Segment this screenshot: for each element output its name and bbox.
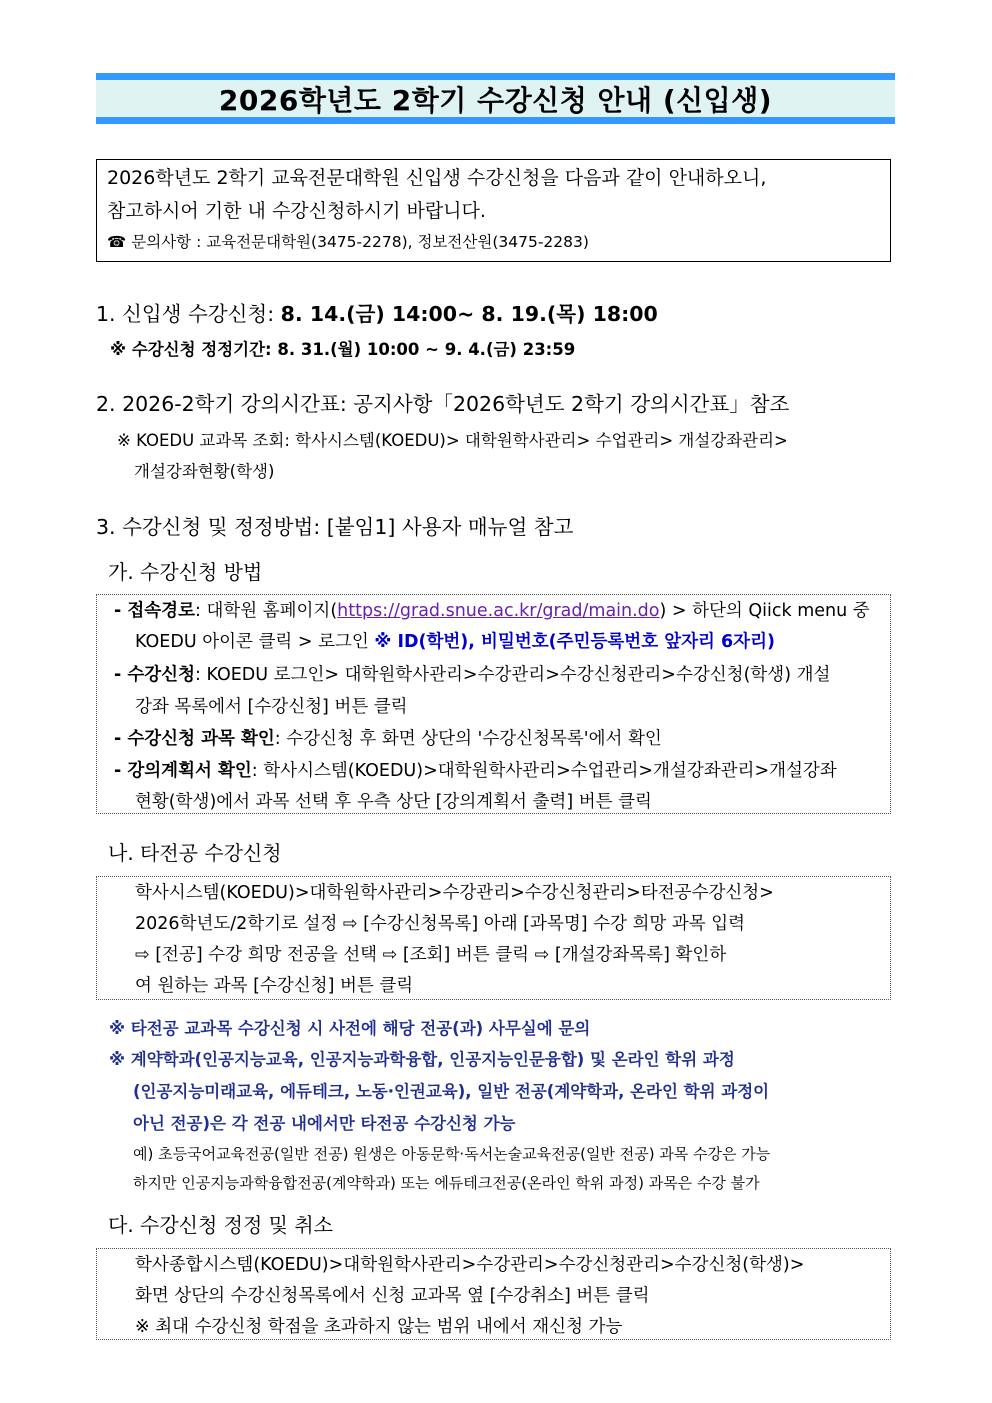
sub-b-heading: 나. 타전공 수강신청 (108, 841, 282, 865)
section2-note-line-1: ※ KOEDU 교과목 조회: 학사시스템(KOEDU)> 대학원학사관리> 수업관리> 개설강좌관리> (117, 431, 788, 450)
registration-item: - 수강신청: KOEDU 로그인> 대학원학사관리>수강관리>수강신청관리>수강신청(학생) 개설 (114, 665, 831, 685)
sub-c-heading: 다. 수강신청 정정 및 취소 (108, 1213, 333, 1237)
sub-b-note-4: 아닌 전공)은 각 전공 내에서만 타전공 수강신청 가능 (133, 1114, 516, 1133)
section2-note-line-2: 개설강좌현황(학생) (134, 462, 275, 481)
sub-b-note-3: (인공지능미래교육, 에듀테크, 노동·인권교육), 일반 전공(계약학과, 온라인 학위 과정이 (133, 1082, 770, 1101)
notice-line-2: 참고하시어 기한 내 수강신청하시기 바랍니다. (107, 200, 486, 222)
syllabus-item: - 강의계획서 확인: 학사시스템(KOEDU)>대학원학사관리>수업관리>개설강좌관리>개설강좌 (114, 761, 837, 781)
section2-heading: 2. 2026-2학기 강의시간표: 공지사항「2026학년도 2학기 강의시간표」참조 (96, 392, 790, 416)
registration-period: 8. 14.(금) 14:00~ 8. 19.(목) 18:00 (280, 302, 658, 326)
sub-b-note-1: ※ 타전공 교과목 수강신청 시 사전에 해당 전공(과) 사무실에 문의 (109, 1019, 591, 1038)
notice-box (96, 159, 891, 262)
access-path-item: - 접속경로: 대학원 홈페이지(https://grad.snue.ac.kr/grad/main.do) > 하단의 Qiick menu 중 (114, 601, 870, 621)
grad-homepage-link[interactable]: https://grad.snue.ac.kr/grad/main.do (337, 601, 660, 621)
login-id-note: ※ ID(학번), 비밀번호(주민등록번호 앞자리 6자리) (374, 632, 775, 652)
sub-b-box (96, 876, 891, 1000)
sub-a-heading: 가. 수강신청 방법 (108, 560, 263, 584)
sub-a-box (96, 594, 891, 814)
course-check-item: - 수강신청 과목 확인: 수강신청 후 화면 상단의 '수강신청목록'에서 확인 (114, 729, 662, 749)
access-path-cont: KOEDU 아이콘 클릭 > 로그인 ※ ID(학번), 비밀번호(주민등록번호 앞자리 6자리) (135, 632, 775, 652)
sub-b-line-3: ⇨ [전공] 수강 희망 전공을 선택 ⇨ [조회] 버튼 클릭 ⇨ [개설강좌목록] 확인하 (135, 945, 727, 965)
sub-c-line-1: 학사종합시스템(KOEDU)>대학원학사관리>수강관리>수강신청관리>수강신청(학생)> (135, 1255, 805, 1275)
sub-b-line-1: 학사시스템(KOEDU)>대학원학사관리>수강관리>수강신청관리>타전공수강신청> (135, 883, 774, 903)
sub-b-note-2: ※ 계약학과(인공지능교육, 인공지능과학융합, 인공지능인문융합) 및 온라인 학위 과정 (109, 1050, 735, 1069)
notice-line-1: 2026학년도 2학기 교육전문대학원 신입생 수강신청을 다음과 같이 안내하오니, (107, 167, 767, 189)
sub-b-line-2: 2026학년도/2학기로 설정 ⇨ [수강신청목록] 아래 [과목명] 수강 희망 과목 입력 (135, 914, 746, 934)
page-title: 2026학년도 2학기 수강신청 안내 (신입생) (218, 83, 773, 117)
sub-c-line-3: ※ 최대 수강신청 학점을 초과하지 않는 범위 내에서 재신청 가능 (135, 1317, 623, 1337)
notice-contact (107, 228, 880, 256)
sub-c-box (96, 1248, 891, 1340)
sub-b-line-4: 여 원하는 과목 [수강신청] 버튼 클릭 (135, 976, 414, 996)
contact-text: 문의사항 : 교육전문대학원(3475-2278), 정보전산원(3475-2283) (131, 233, 589, 251)
section3-heading: 3. 수강신청 및 정정방법: [붙임1] 사용자 매뉴얼 참고 (96, 515, 574, 539)
section1-correction-note: ※ 수강신청 정정기간: 8. 31.(월) 10:00 ~ 9. 4.(금) 23:59 (110, 340, 576, 359)
registration-cont: 강좌 목록에서 [수강신청] 버튼 클릭 (135, 697, 408, 717)
sub-c-line-2: 화면 상단의 수강신청목록에서 신청 교과목 옆 [수강취소] 버튼 클릭 (135, 1286, 650, 1306)
section1-heading: 1. 신입생 수강신청: 8. 14.(금) 14:00~ 8. 19.(목) 18:00 (96, 302, 658, 326)
sub-b-example-1: 예) 초등국어교육전공(일반 전공) 원생은 아동문학·독서논술교육전공(일반 전공) 과목 수강은 가능 (133, 1145, 771, 1163)
phone-icon: ☎ (107, 233, 127, 251)
sub-b-example-2: 하지만 인공지능과학융합전공(계약학과) 또는 에듀테크전공(온라인 학위 과정) 과목은 수강 불가 (133, 1174, 760, 1192)
title-banner (96, 73, 895, 124)
syllabus-cont: 현황(학생)에서 과목 선택 후 우측 상단 [강의계획서 출력] 버튼 클릭 (135, 792, 652, 812)
